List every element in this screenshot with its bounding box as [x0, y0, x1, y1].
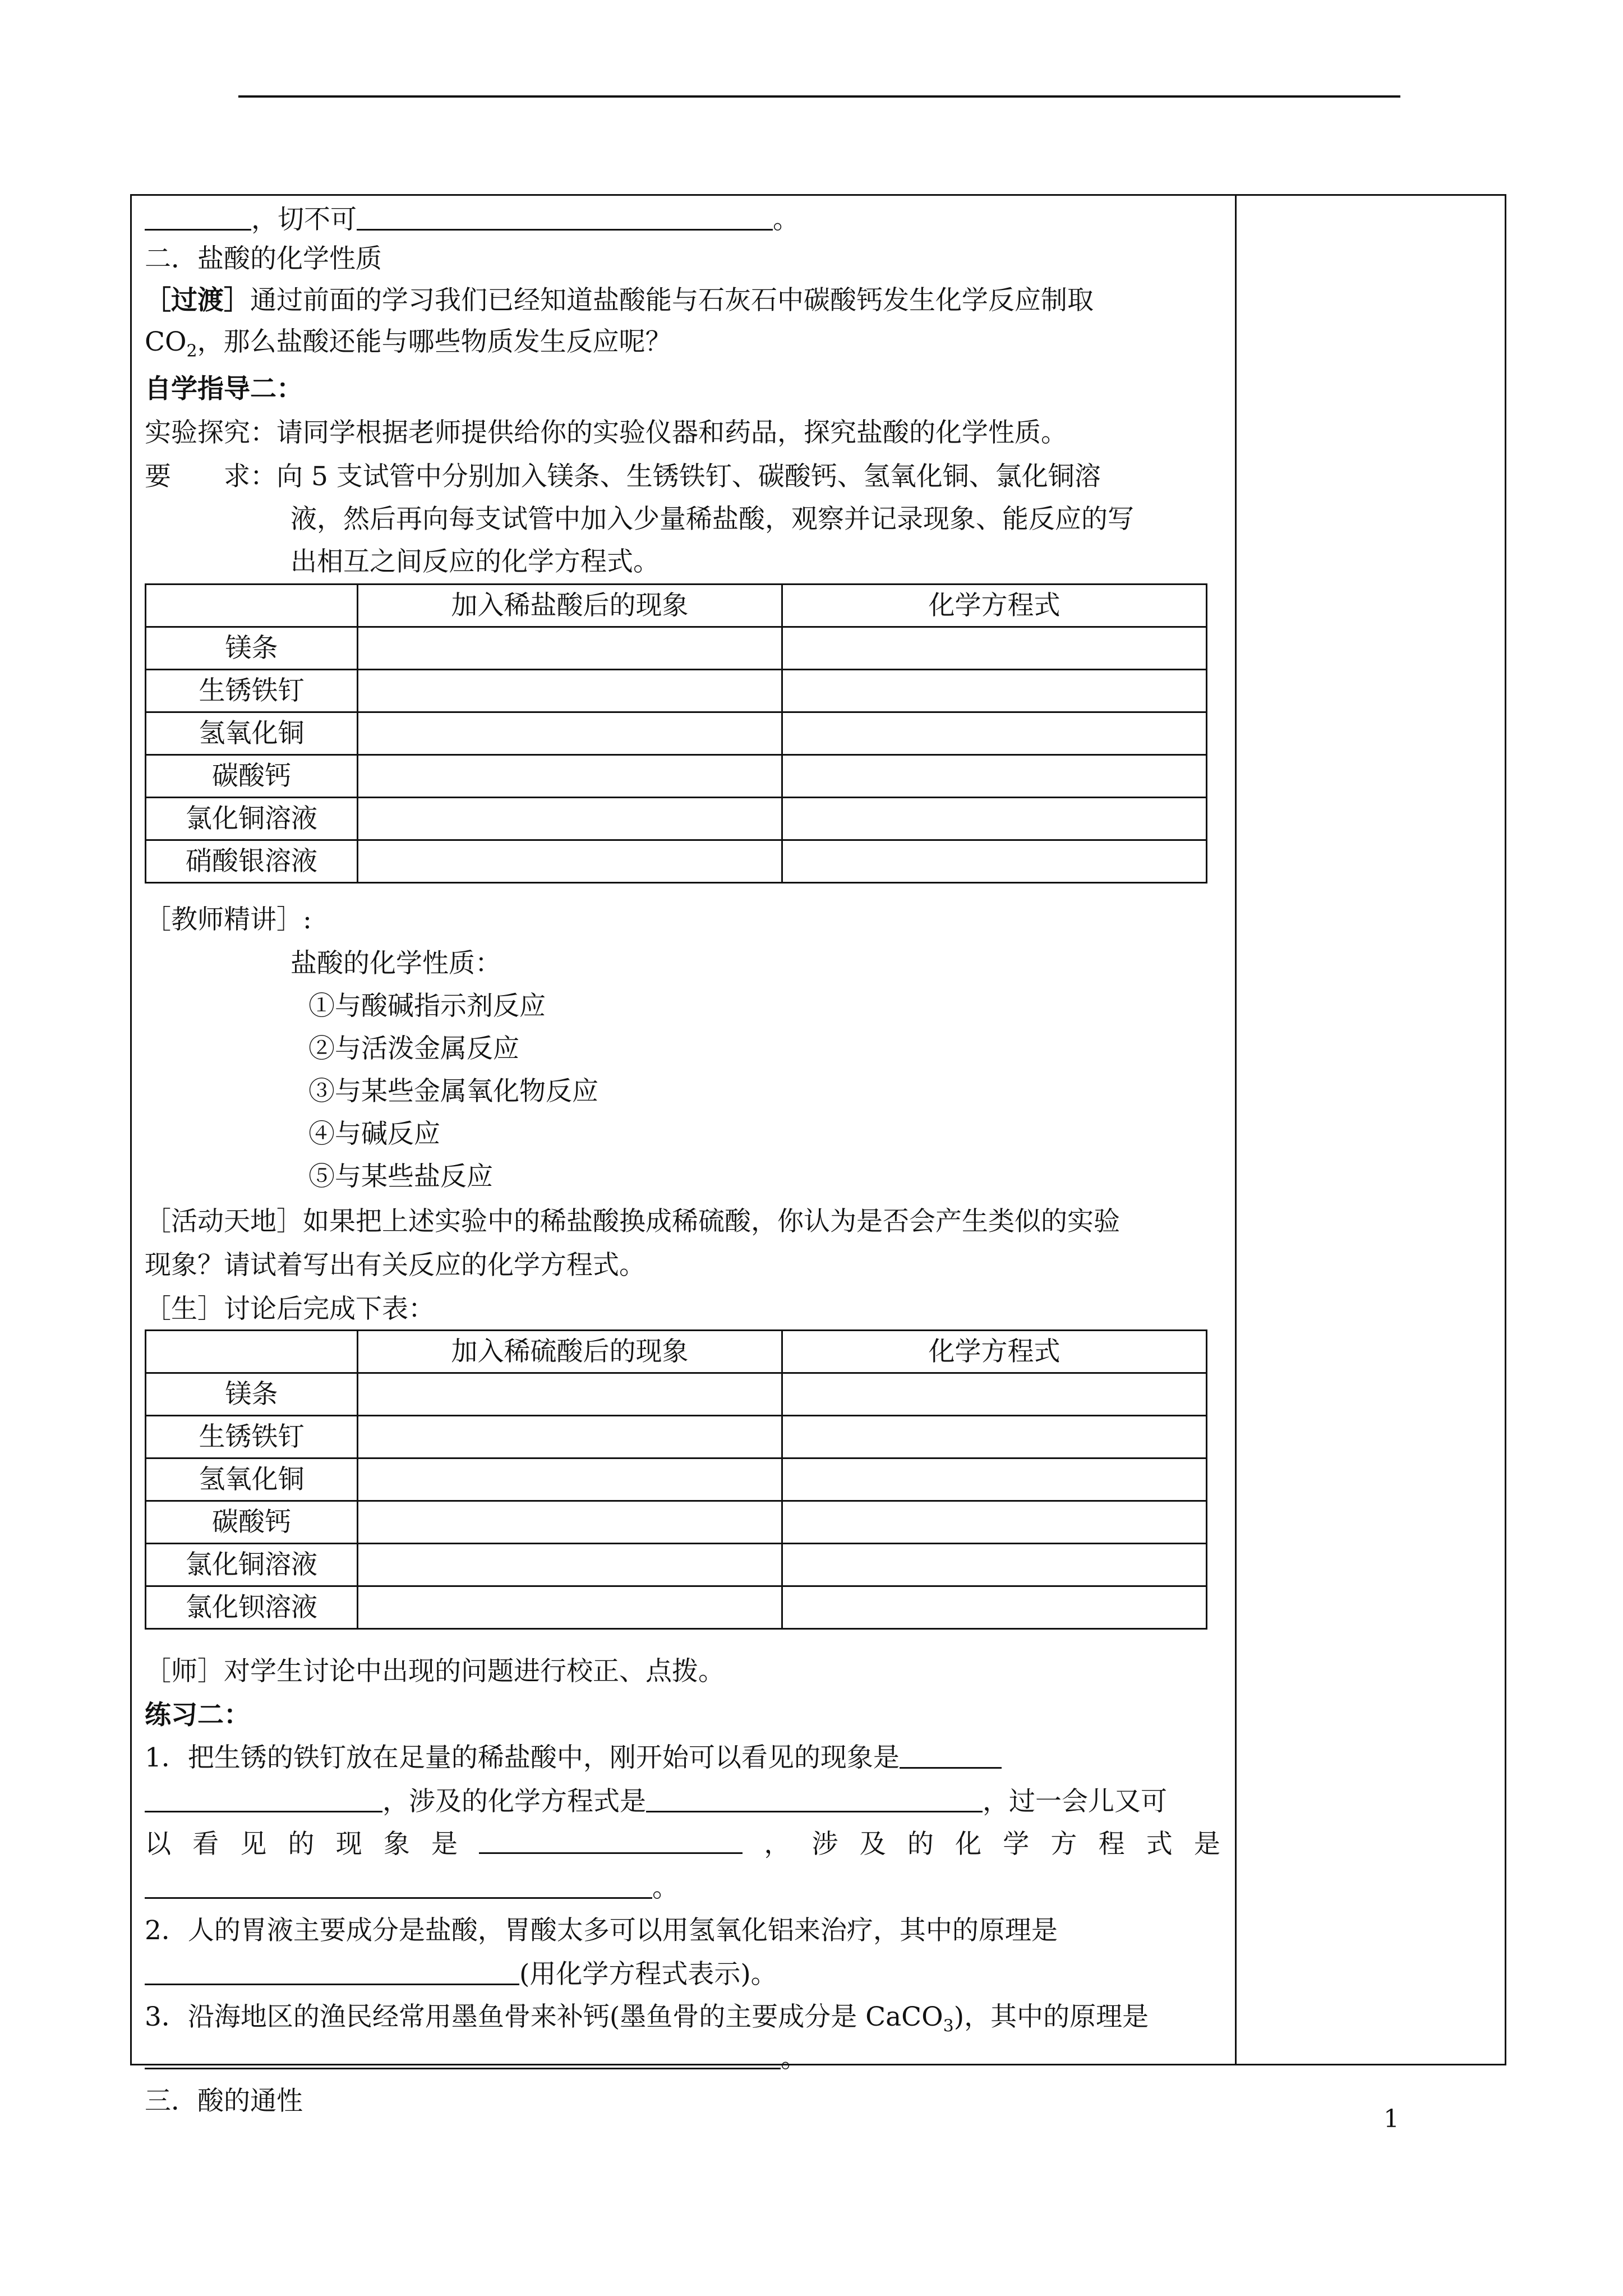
fill-in-line: ，切不可 。	[145, 203, 799, 237]
answer-cell[interactable]	[358, 840, 782, 883]
question-3: 3．沿海地区的渔民经常用墨鱼骨来补钙(墨鱼骨的主要成分是 CaCO$_3$)，其中的原理是	[145, 2001, 1149, 2036]
question-1-line4: 。	[145, 1871, 679, 1905]
table-row: 氯化铜溶液	[146, 1544, 1207, 1586]
guide-title: 自学指导二：	[145, 374, 303, 404]
requirement-line2: 液，然后再向每支试管中加入少量稀盐酸，观察并记录现象、能反应的写	[291, 504, 1134, 535]
table-header-row: 加入稀硫酸后的现象 化学方程式	[146, 1331, 1207, 1373]
answer-cell[interactable]	[782, 755, 1207, 798]
answer-cell[interactable]	[358, 1586, 782, 1629]
blank[interactable]	[357, 204, 773, 231]
requirement-line3: 出相互之间反应的化学方程式。	[291, 546, 660, 577]
blank[interactable]	[145, 2043, 781, 2069]
question-1: 1．把生锈的铁钉放在足量的稀盐酸中，刚开始可以看见的现象是	[145, 1741, 1002, 1775]
transition-tag: ［过渡］	[145, 285, 250, 316]
blank[interactable]	[900, 1742, 1002, 1769]
question-3-line2: 。	[145, 2042, 807, 2076]
transition-paragraph: ［过渡］通过前面的学习我们已经知道盐酸能与石灰石中碳酸钙发生化学反应制取	[145, 285, 1094, 316]
table-row: 氢氧化铜	[146, 1458, 1207, 1501]
teacher-remark: ［师］对学生讨论中出现的问题进行校正、点拨。	[145, 1656, 725, 1687]
table-header-row: 加入稀盐酸后的现象 化学方程式	[146, 585, 1207, 627]
table-row: 镁条	[146, 627, 1207, 670]
answer-cell[interactable]	[782, 1416, 1207, 1458]
answer-cell[interactable]	[782, 840, 1207, 883]
property-item: ④与碱反应	[308, 1119, 440, 1149]
table-row: 生锈铁钉	[146, 1416, 1207, 1458]
blank[interactable]	[145, 204, 251, 231]
answer-cell[interactable]	[358, 712, 782, 755]
blank[interactable]	[479, 1828, 743, 1854]
properties-title: 盐酸的化学性质：	[291, 948, 501, 979]
section-title: 二．盐酸的化学性质	[145, 243, 382, 274]
question-2: 2．人的胃液主要成分是盐酸，胃酸太多可以用氢氧化铝来治疗，其中的原理是	[145, 1915, 1058, 1946]
question-1-line2: ，涉及的化学方程式是 ，过一会儿又可	[145, 1785, 1167, 1819]
teacher-tag: ［教师精讲］:	[145, 904, 312, 935]
blank[interactable]	[145, 1786, 382, 1812]
property-item: ②与活泼金属反应	[308, 1033, 519, 1064]
property-item: ①与酸碱指示剂反应	[308, 991, 546, 1022]
activity-text-line2: 现象？请试着写出有关反应的化学方程式。	[145, 1250, 645, 1281]
answer-cell[interactable]	[782, 670, 1207, 712]
table-row: 生锈铁钉	[146, 670, 1207, 712]
table-row: 碳酸钙	[146, 755, 1207, 798]
answer-cell[interactable]	[782, 1373, 1207, 1416]
answer-cell[interactable]	[782, 798, 1207, 840]
practice-title: 练习二：	[145, 1700, 250, 1731]
transition-paragraph-line2: $CO_2$，那么盐酸还能与哪些物质发生反应呢？	[145, 326, 672, 361]
notes-column-divider	[1235, 194, 1237, 2065]
answer-cell[interactable]	[782, 1501, 1207, 1544]
student-text: ［生］讨论后完成下表：	[145, 1294, 435, 1324]
property-item: ⑤与某些盐反应	[308, 1161, 493, 1192]
header-rule	[238, 95, 1400, 98]
answer-cell[interactable]	[782, 712, 1207, 755]
answer-cell[interactable]	[358, 798, 782, 840]
answer-cell[interactable]	[358, 670, 782, 712]
answer-cell[interactable]	[358, 1373, 782, 1416]
table-row: 氢氧化铜	[146, 712, 1207, 755]
answer-cell[interactable]	[358, 755, 782, 798]
answer-cell[interactable]	[358, 1458, 782, 1501]
answer-cell[interactable]	[782, 1586, 1207, 1629]
question-2-line2: (用化学方程式表示)。	[145, 1958, 777, 1991]
requirement-line1: 要 求：向 5 支试管中分别加入镁条、生锈铁钉、碳酸钙、氢氧化铜、氯化铜溶	[145, 461, 1101, 492]
answer-cell[interactable]	[358, 627, 782, 670]
experiment-text: 实验探究：请同学根据老师提供给你的实验仪器和药品，探究盐酸的化学性质。	[145, 417, 1067, 448]
sulfuric-acid-table	[145, 1329, 1207, 1630]
section-title: 三．酸的通性	[145, 2086, 303, 2116]
table-row: 碳酸钙	[146, 1501, 1207, 1544]
table-row: 氯化钡溶液	[146, 1586, 1207, 1629]
answer-cell[interactable]	[358, 1416, 782, 1458]
answer-cell[interactable]	[358, 1501, 782, 1544]
blank[interactable]	[646, 1786, 983, 1812]
answer-cell[interactable]	[782, 1458, 1207, 1501]
activity-text: ［活动天地］如果把上述实验中的稀盐酸换成稀硫酸，你认为是否会产生类似的实验	[145, 1206, 1120, 1237]
table-row: 镁条	[146, 1373, 1207, 1416]
property-item: ③与某些金属氧化物反应	[308, 1076, 598, 1107]
table-row: 氯化铜溶液	[146, 798, 1207, 840]
question-1-line3: 以 看 见 的 现 象 是 ， 涉 及 的 化 学 方 程 式 是	[145, 1829, 1220, 1860]
answer-cell[interactable]	[358, 1544, 782, 1586]
blank[interactable]	[145, 1872, 652, 1899]
answer-cell[interactable]	[782, 1544, 1207, 1586]
answer-cell[interactable]	[782, 627, 1207, 670]
table-row: 硝酸银溶液	[146, 840, 1207, 883]
blank[interactable]	[145, 1959, 519, 1985]
page-number: 1	[1384, 2105, 1399, 2133]
hydrochloric-acid-table	[145, 583, 1207, 884]
